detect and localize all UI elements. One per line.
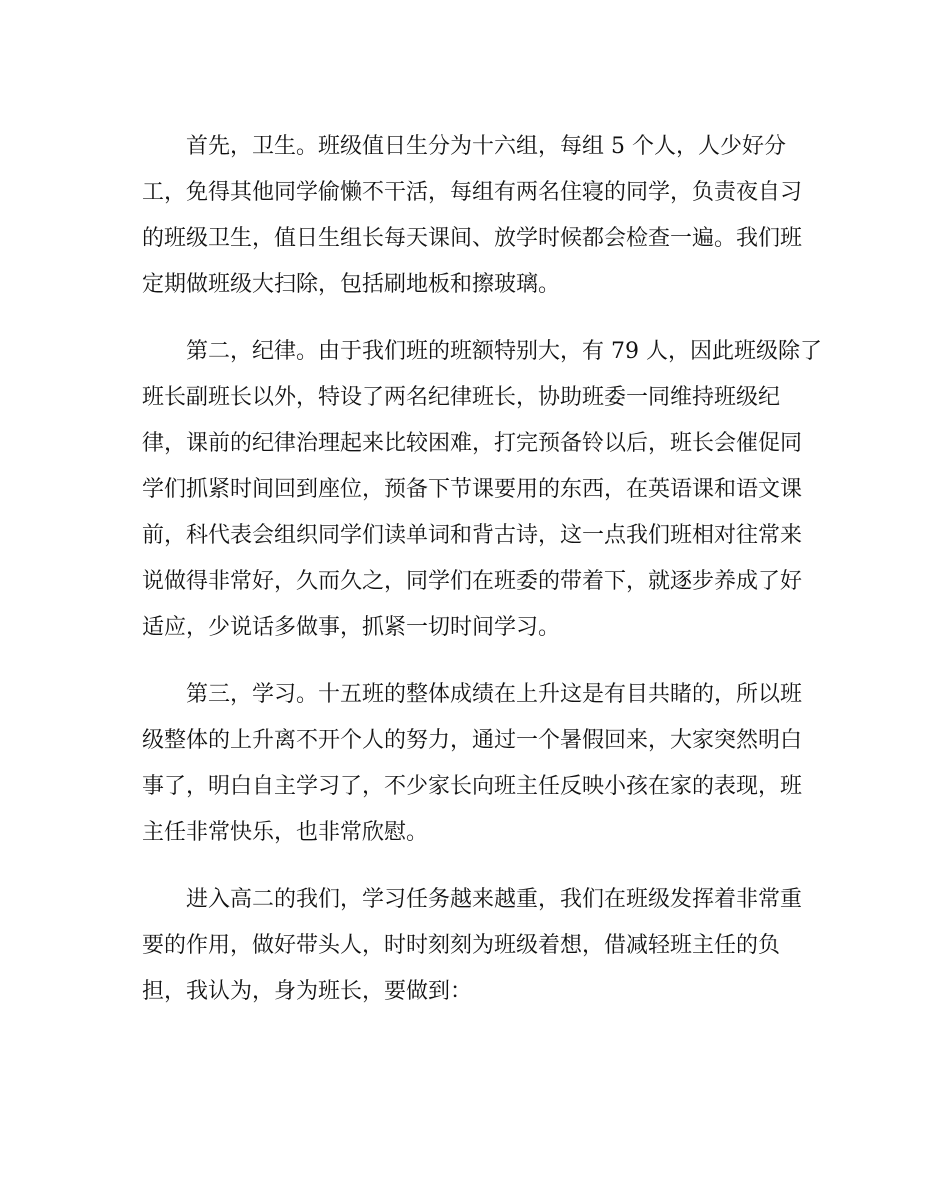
text-line: 第三，学习。十五班的整体成绩在上升这是有目共睹的，所以班	[186, 682, 803, 707]
text-line: 说做得非常好，久而久之，同学们在班委的带着下，就逐步养成了好	[142, 569, 803, 594]
text-line: 工，免得其他同学偷懒不干活，每组有两名住寝的同学，负责夜自习	[142, 180, 803, 205]
text-line: 的班级卫生，值日生组长每天课间、放学时候都会检查一遍。我们班	[142, 226, 803, 251]
text-line: 前，科代表会组织同学们读单词和背古诗，这一点我们班相对往常来	[142, 523, 803, 548]
paragraph-discipline	[142, 329, 822, 651]
paragraph-hygiene	[142, 124, 803, 308]
text-line: 学们抓紧时间回到座位，预备下节课要用的东西，在英语课和语文课	[142, 477, 803, 502]
text-line: 班长副班长以外，特设了两名纪律班长，协助班委一同维持班级纪	[142, 385, 781, 410]
text-line: 定期做班级大扫除，包括刷地板和擦玻璃。	[142, 272, 561, 297]
paragraph-conclusion	[142, 877, 803, 1015]
text-line: 担，我认为，身为班长，要做到：	[142, 979, 473, 1004]
document-body	[142, 124, 822, 1015]
text-line: 第二，纪律。由于我们班的班额特别大，有 79 人，因此班级除了	[186, 339, 822, 364]
text-line: 首先，卫生。班级值日生分为十六组，每组 5 个人，人少好分	[186, 134, 786, 159]
text-line: 要的作用，做好带头人，时时刻刻为班级着想，借减轻班主任的负	[142, 933, 781, 958]
paragraph-study	[142, 672, 803, 856]
text-line: 级整体的上升离不开个人的努力，通过一个暑假回来，大家突然明白	[142, 728, 803, 753]
text-line: 主任非常快乐，也非常欣慰。	[142, 820, 429, 845]
text-line: 事了，明白自主学习了，不少家长向班主任反映小孩在家的表现，班	[142, 774, 803, 799]
text-line: 进入高二的我们，学习任务越来越重，我们在班级发挥着非常重	[186, 887, 803, 912]
text-line: 律，课前的纪律治理起来比较困难，打完预备铃以后，班长会催促同	[142, 431, 803, 456]
text-line: 适应，少说话多做事，抓紧一切时间学习。	[142, 615, 561, 640]
